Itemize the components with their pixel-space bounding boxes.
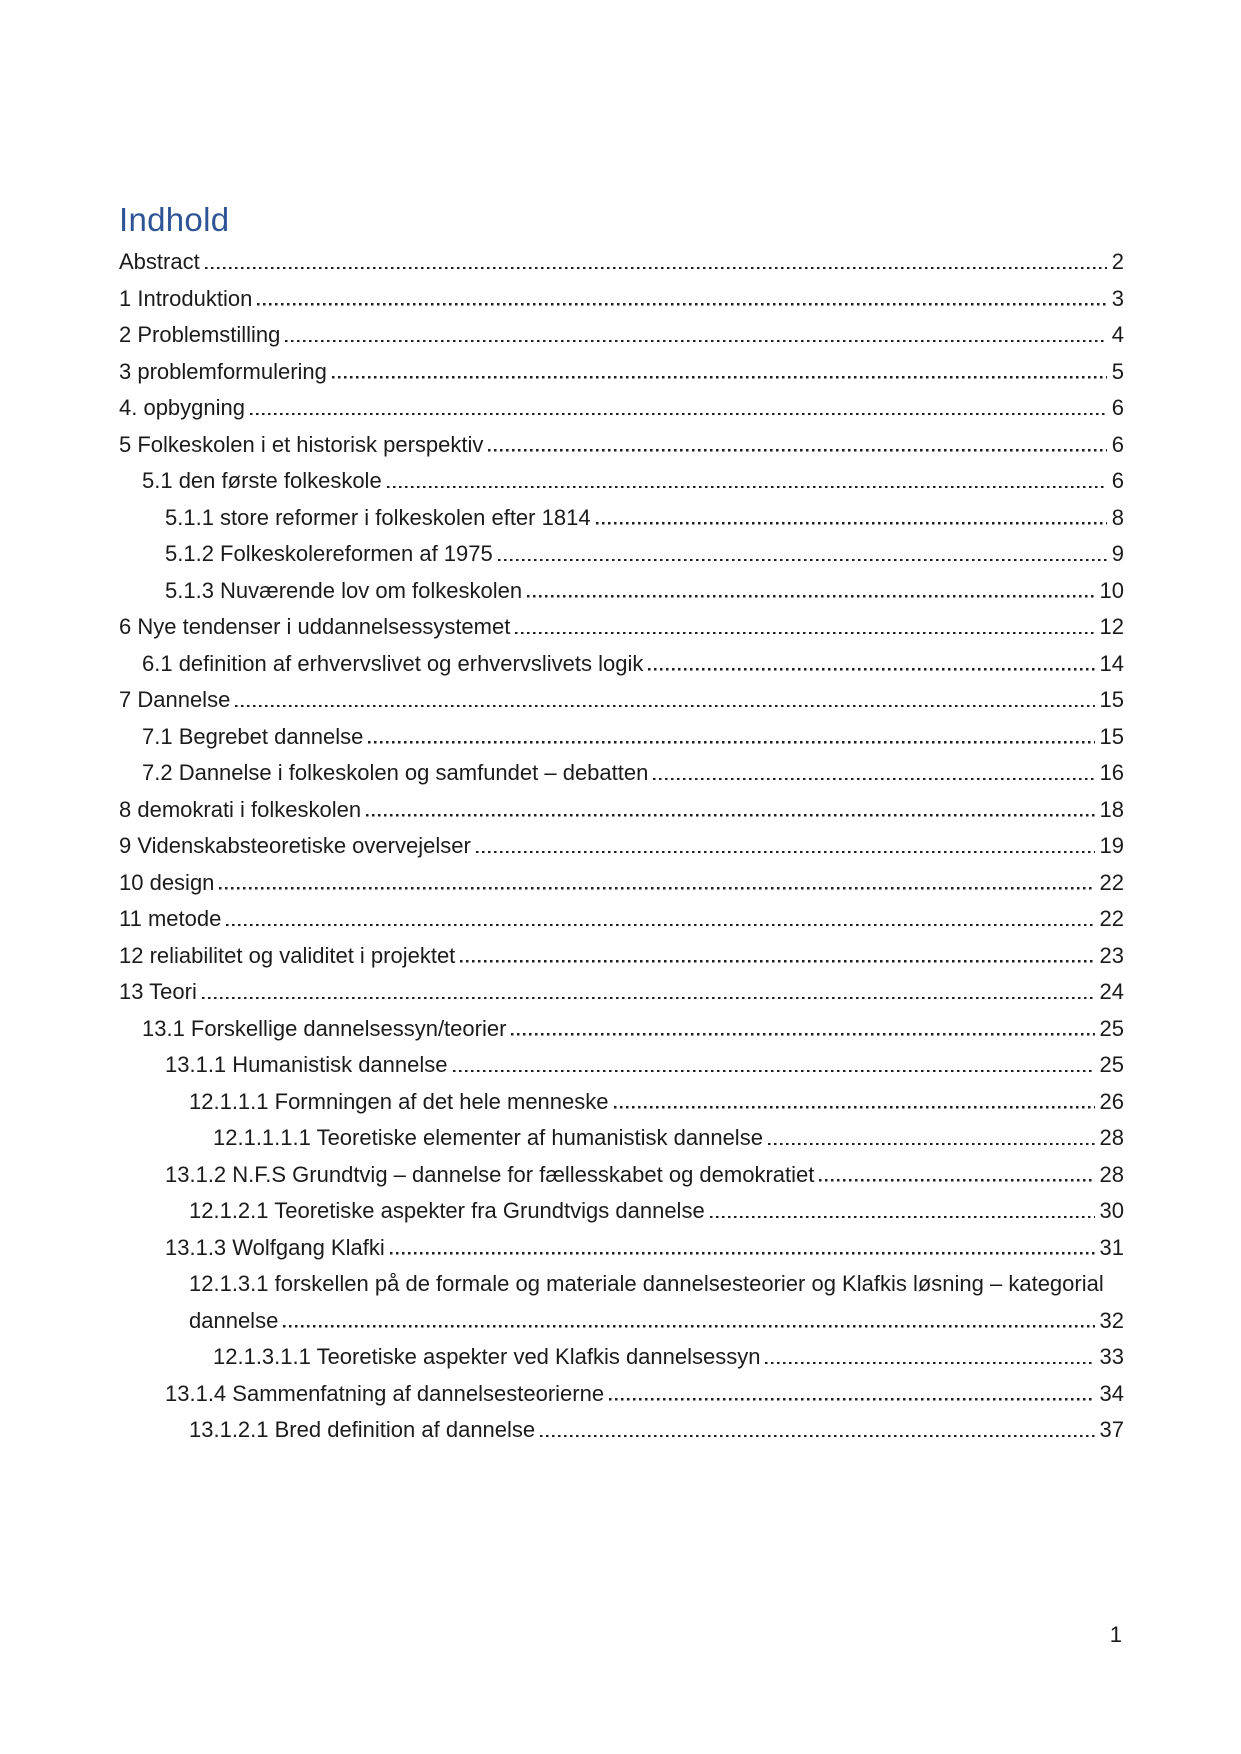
toc-entry-label: 13 Teori [119,979,197,1004]
dot-leader [283,1325,1094,1328]
toc-entry[interactable] [119,1084,1124,1121]
toc-entry[interactable] [119,500,1124,537]
dot-leader [768,1143,1095,1146]
toc-entry-page-number: 15 [1099,723,1124,749]
dot-leader [226,924,1094,927]
toc-entry[interactable] [119,1047,1124,1084]
toc-entry-page-number: 34 [1099,1380,1124,1406]
toc-entry[interactable] [119,1011,1124,1048]
toc-entry-label: 12 reliabilitet og validitet i projektet [119,942,456,968]
dot-leader [614,1106,1095,1109]
toc-entry[interactable] [119,974,1124,1011]
dot-leader [515,632,1094,635]
toc-entry[interactable] [119,573,1124,610]
toc-entry-page-number: 33 [1099,1344,1124,1369]
dot-leader [460,960,1094,963]
toc-entry-label: dannelse [189,1307,279,1333]
dot-leader [387,486,1107,489]
toc-entry-page-number: 37 [1099,1417,1124,1442]
toc-entry-page-number: 31 [1099,1234,1124,1260]
dot-leader [653,778,1094,781]
toc-entry-label: 2 Problemstilling [119,322,281,347]
toc-title: Indhold [119,201,230,238]
dot-leader [257,303,1106,306]
dot-leader [498,559,1107,562]
toc-entry-text-line: 12.1.3.1 forskellen på de formale og materiale dannelsesteorier og Klafkis løsning – kategorial [189,1271,1104,1296]
toc-entry[interactable] [119,1120,1124,1157]
dot-leader [488,449,1106,452]
toc-entry-page-number: 5 [1111,358,1124,384]
toc-entry-page-number: 19 [1099,833,1124,858]
toc-entry[interactable] [119,682,1124,719]
toc-entry-page-number: 2 [1111,249,1124,274]
toc-entry-label: 12.1.1.1.1 Teoretiske elementer af humanistisk dannelse [213,1125,763,1150]
toc-entry[interactable] [119,938,1124,975]
dot-leader [366,814,1094,817]
toc-entry-label: 5 Folkeskolen i et historisk perspektiv [119,431,484,457]
toc-entry-label: 8 demokrati i folkeskolen [119,796,362,822]
toc-entry-label: 6.1 definition af erhvervslivet og erhvervslivets logik [142,650,644,676]
toc-entry-page-number: 15 [1099,687,1124,712]
dot-leader [540,1435,1094,1438]
dot-leader [202,997,1095,1000]
dot-leader [609,1398,1094,1401]
toc-entry-label: 12.1.2.1 Teoretiske aspekter fra Grundtvigs dannelse [189,1198,705,1223]
toc-entry-page-number: 6 [1111,431,1124,457]
toc-entry-page-number: 12 [1099,614,1124,639]
toc-entry[interactable] [119,244,1124,281]
toc-entry-page-number: 23 [1099,942,1124,968]
toc-entry-label: 5.1.2 Folkeskolereformen af 1975 [165,541,493,566]
toc-entry-page-number: 22 [1099,906,1124,931]
toc-entry-page-number: 8 [1111,504,1124,530]
toc-entry-page-number: 4 [1111,322,1124,347]
toc-entry-label: 13.1.4 Sammenfatning af dannelsesteorierne [165,1380,605,1406]
toc-entry[interactable] [119,536,1124,573]
dot-leader [527,595,1094,598]
dot-leader [511,1033,1094,1036]
dot-leader [476,851,1095,854]
toc-entry-label: 13.1.3 Wolfgang Klafki [165,1234,385,1260]
dot-leader [710,1216,1095,1219]
toc-entry[interactable] [119,1339,1124,1376]
toc-entry-label: 12.1.3.1.1 Teoretiske aspekter ved Klafkis dannelsessyn [213,1344,761,1369]
toc-entry-page-number: 3 [1111,285,1124,311]
toc-entry[interactable] [119,828,1124,865]
toc-entry-page-number: 10 [1099,577,1124,603]
dot-leader [596,522,1107,525]
toc-entry[interactable] [119,1376,1124,1413]
toc-entry-label: Abstract [119,249,200,274]
toc-entry-label: 4. opbygning [119,395,245,420]
toc-entry-label: 7.1 Begrebet dannelse [142,723,364,749]
footer-page-number: 1 [1109,1622,1122,1647]
toc-entry[interactable] [119,901,1124,938]
toc-entry-page-number: 25 [1099,1015,1124,1041]
toc-entry[interactable] [119,1230,1124,1267]
toc-entry-page-number: 28 [1099,1161,1124,1187]
dot-leader [390,1252,1095,1255]
toc-entry-label: 12.1.1.1 Formningen af det hele menneske [189,1088,609,1114]
toc-entry-label: 13.1.2.1 Bred definition af dannelse [189,1417,536,1442]
toc-entry-label: 3 problemformulering [119,358,327,384]
toc-entry-page-number: 16 [1099,760,1124,785]
toc-entry-page-number: 28 [1099,1125,1124,1150]
toc-entry-label: 11 metode [119,906,222,931]
toc-entry[interactable] [119,427,1124,464]
dot-leader [648,668,1094,671]
toc-entry[interactable] [119,1412,1124,1449]
toc-entry-label: 5.1 den første folkeskole [142,468,382,493]
toc-entry-label: 7 Dannelse [119,687,231,712]
toc-entry-label: 1 Introduktion [119,285,253,311]
toc-entry-page-number: 32 [1099,1307,1124,1333]
toc-entry-label: 9 Videnskabsteoretiske overvejelser [119,833,471,858]
toc-entry-label: 10 design [119,869,215,895]
dot-leader [285,340,1106,343]
toc-entry[interactable] [119,1193,1124,1230]
toc-entry-label: 6 Nye tendenser i uddannelsessystemet [119,614,511,639]
dot-leader [235,705,1094,708]
toc-entry-page-number: 18 [1099,796,1124,822]
dot-leader [765,1362,1094,1365]
toc-entry[interactable] [119,463,1124,500]
toc-entry[interactable] [119,719,1124,756]
dot-leader [250,413,1107,416]
toc-entry[interactable] [119,1157,1124,1194]
toc-entry-label: 7.2 Dannelse i folkeskolen og samfundet – debatten [142,760,649,785]
toc-entry-page-number: 25 [1099,1052,1124,1077]
toc-entry-page-number: 6 [1111,468,1124,493]
toc-entry-page-number: 26 [1099,1088,1124,1114]
toc-entry-label: 13.1.1 Humanistisk dannelse [165,1052,448,1077]
toc-entry-page-number: 9 [1111,541,1124,566]
toc-entry-page-number: 30 [1099,1198,1124,1223]
toc-entry[interactable] [119,755,1124,792]
toc-entry[interactable] [119,646,1124,683]
toc-entry[interactable] [119,281,1124,318]
dot-leader [453,1070,1095,1073]
toc-entry-page-number: 22 [1099,869,1124,895]
toc-entry-page-number: 14 [1099,650,1124,676]
toc-entry[interactable] [119,1266,1124,1339]
toc-entry-page-number: 24 [1099,979,1124,1004]
dot-leader [332,376,1107,379]
toc-entry[interactable] [119,865,1124,902]
toc-entry[interactable] [119,792,1124,829]
dot-leader [819,1179,1094,1182]
toc-entry-label: 5.1.3 Nuværende lov om folkeskolen [165,577,523,603]
toc-entry[interactable] [119,354,1124,391]
toc-list [119,244,1124,1449]
toc-entry-label: 13.1.2 N.F.S Grundtvig – dannelse for fællesskabet og demokratiet [165,1161,815,1187]
toc-entry-label: 13.1 Forskellige dannelsessyn/teorier [142,1015,507,1041]
dot-leader [368,741,1094,744]
toc-entry[interactable] [119,390,1124,427]
toc-entry-page-number: 6 [1111,395,1124,420]
toc-entry[interactable] [119,317,1124,354]
dot-leader [219,887,1094,890]
toc-entry-label: 5.1.1 store reformer i folkeskolen efter 1814 [165,504,591,530]
toc-entry[interactable] [119,609,1124,646]
dot-leader [205,267,1107,270]
